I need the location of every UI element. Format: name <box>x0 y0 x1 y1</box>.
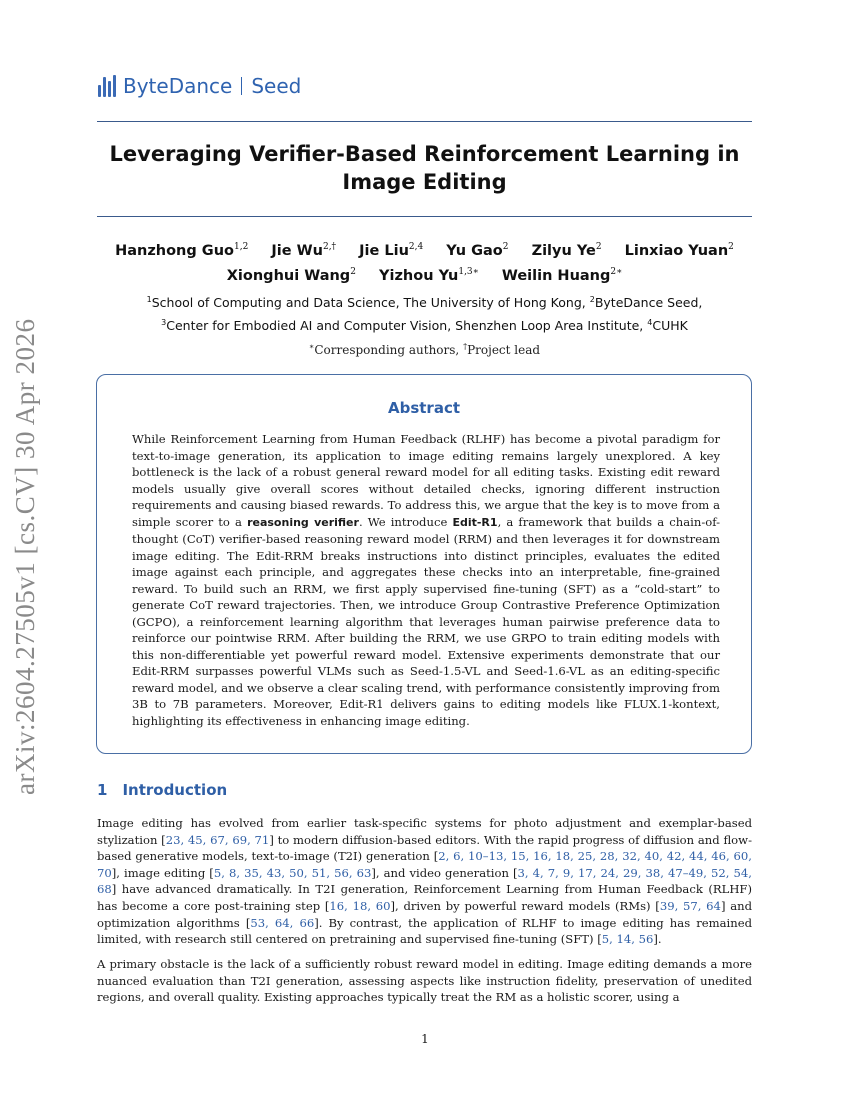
page-number: 1 <box>421 1032 429 1046</box>
citation-link[interactable]: 2, 6, 10–13, 15, 16, 18, 25, 28, 32, 40, 42, 44, 46, 60, 70 <box>97 849 752 880</box>
citation-link[interactable]: 5, 14, 56 <box>601 932 654 947</box>
paper-title: Leveraging Verifier-Based Reinforcement Learning in Image Editing <box>109 142 740 194</box>
citation-link[interactable]: 53, 64, 66 <box>250 915 315 930</box>
intro-paragraph-2: A primary obstacle is the lack of a sufficiently robust reward model in editing. Image editing demands a more nuanced evaluation than T2I generation, assessing aspects like instruction fidelity, preservation of unedited regions, and overall quality. Existing approaches typically treat the RM as a holistic scorer, using a <box>97 957 752 1005</box>
section-heading-introduction: 1 Introduction <box>97 781 228 799</box>
author: Hanzhong Guo$^{1,2}$ <box>115 242 249 259</box>
abstract-text: While Reinforcement Learning from Human Feedback (RLHF) has become a pivotal paradigm for text-to-image generation, its application to image editing remains largely unexplored. A key bottleneck is the lack of a robust general reward model for all editing tasks. Existing edit reward models usually give overall scores without detailed checks, ignoring different instruction requirements and causing biased rewards. To address this, we argue that the key is to move from a simple scorer to a reasoning verifier. We introduce Edit-R1, a framework that builds a chain-of-thought (CoT) verifier-based reasoning reward model (RRM) and then leverages it for downstream image editing. The Edit-RRM breaks instructions into distinct principles, evaluates the edited image against each principle, and aggregates these checks into an interpretable, fine-grained reward. To build such an RRM, we first apply supervised fine-tuning (SFT) as a “cold-start” to generate CoT reward trajectories. Then, we introduce Group Contrastive Preference Optimization (GCPO), a reinforcement learning algorithm that leverages human pairwise preference data to reinforce our pointwise RRM. After building the RRM, we use GRPO to train editing models with this non-differentiable yet powerful reward model. Extensive experiments demonstrate that our Edit-RRM surpasses powerful VLMs such as Seed-1.5-VL and Seed-1.6-VL as an editing-specific reward model, and we observe a clear scaling trend, with performance consistently improving from 3B to 7B parameters. Moreover, Edit-R1 delivers gains to editing models like FLUX.1-kontext, highlighting its effectiveness in enhancing image editing. <box>132 432 721 728</box>
abstract-heading: Abstract <box>387 399 461 417</box>
title-rule <box>97 216 752 217</box>
author: Yizhou $Yu^{1,3∗}$ <box>379 266 479 284</box>
affiliations: $^1$School of Computing and Data Science, The University of Hong Kong, $^2$ByteDance Seed, $^3$Center for Embodied AI and Computer Vision, Shenzhen Loop Area Institute, $^4$CUHK <box>146 295 703 334</box>
abstract-box <box>96 374 752 754</box>
citation-link[interactable]: 5, 8, 35, 43, 50, 51, 56, 63 <box>213 865 372 880</box>
reasoning-verifier-emphasis: reasoning verifier <box>247 515 359 529</box>
citation-link[interactable]: 3, 4, 7, 9, 17, 24, 29, 38, 47–49, 52, 54, 68 <box>97 865 752 897</box>
citation-link[interactable]: 39, 57, 64 <box>659 898 721 913</box>
citation-link[interactable]: 16, 18, 60 <box>329 898 391 913</box>
author: Zilyu Ye$^2$ <box>531 242 602 259</box>
author: Jie Liu$^{2,4}$ <box>359 242 424 259</box>
author: Weilin Huang$^{2∗}$ <box>501 266 623 284</box>
logo-divider <box>241 77 242 95</box>
arxiv-identifier: arXiv:2604.27505v1 [cs.CV] 30 Apr 2026 <box>10 318 40 795</box>
corresponding-note: ∗Corresponding authors, †Project lead <box>308 342 541 357</box>
author: Xionghui Wang$^2$ <box>226 266 356 284</box>
citation-link[interactable]: 23, 45, 67, 69, 71 <box>165 832 270 847</box>
author-list <box>97 237 752 287</box>
author: Jie $Wu^{2,\dagger}$ <box>271 242 337 259</box>
author: Linxiao Yuan$^2$ <box>624 242 734 259</box>
top-rule <box>97 121 752 122</box>
logo-brand-text: ByteDance <box>123 74 233 98</box>
author: Yu Gao$^2$ <box>446 242 509 259</box>
edit-r1-emphasis: Edit-R1 <box>452 515 498 529</box>
bytedance-logo-icon <box>98 75 116 97</box>
intro-paragraph-1: Image editing has evolved from earlier task-specific systems for photo adjustment and exemplar-based stylization [23, 45, 67, 69, 71] to modern diffusion-based editors. With the rapid progress of diffusion and flow-based generative models, text-to-image (T2I) generation [2, 6, 10–13, 15, 16, 18, 25, 28, 32, 40, 42, 44, 46, 60, 70], image editing [5, 8, 35, 43, 50, 51, 56, 63], and video generation [3, 4, 7, 9, 17, 24, 29, 38, 47–49, 52, 54, 68] have advanced dramatically. In T2I generation, Reinforcement Learning from Human Feedback (RLHF) has become a core post-training step [16, 18, 60], driven by powerful reward models (RMs) [39, 57, 64] and optimization algorithms [53, 64, 66]. By contrast, the application of RLHF to image editing has remained limited, with research still centered on pretraining and supervised fine-tuning (SFT) [5, 14, 56]. <box>97 816 753 947</box>
logo-product-text: Seed <box>251 74 302 98</box>
bytedance-seed-logo <box>98 73 301 99</box>
